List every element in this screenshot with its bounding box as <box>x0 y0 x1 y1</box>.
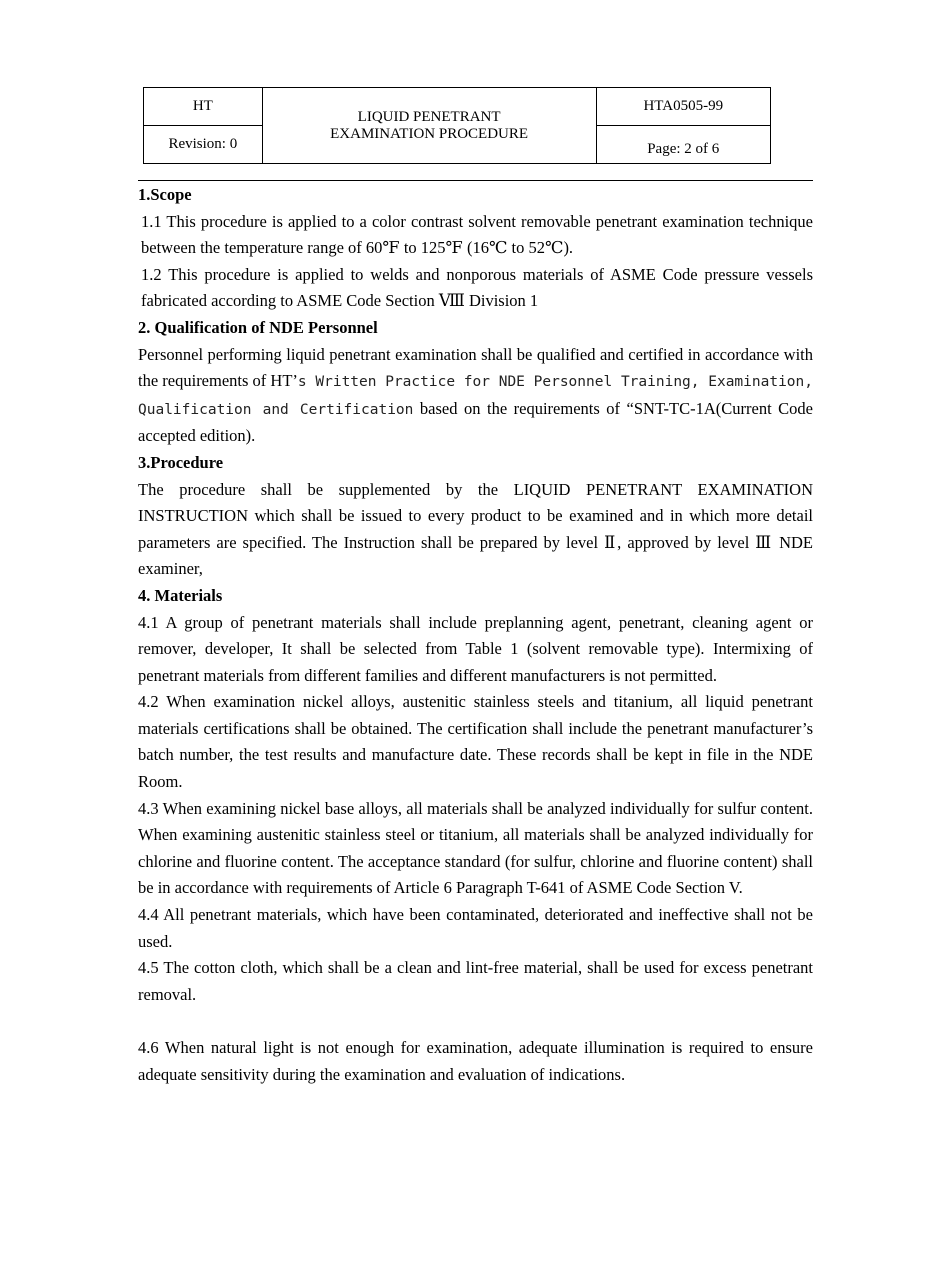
revision-cell: Revision: 0 <box>144 126 263 164</box>
company-cell: HT <box>144 88 263 126</box>
paragraph-4-2: 4.2 When examination nickel alloys, austenitic stainless steels and titanium, all liquid penetrant materials certifications shall be obtained. The certification shall include the penetrant manufacturer’s batch number, the test results and manufacture date. These records shall be kept in file in the NDE Room. <box>138 692 813 792</box>
header-divider <box>138 180 813 181</box>
written-practice-title: s Written Practice for NDE Personnel Training, Examination, Qualification and Certification <box>138 374 813 418</box>
section-heading-materials: 4. Materials <box>138 585 223 605</box>
title-line-1: LIQUID PENETRANT <box>357 108 501 125</box>
paragraph-2-part-c: based on the requirements of “SNT-TC-1A(Current Code accepted edition). <box>138 398 813 446</box>
paragraph-4-1: 4.1 A group of penetrant materials shall include preplanning agent, penetrant, cleaning agent or remover, developer, It shall be selected from Table 1 (solvent removable type). Intermixing of penetrant materials from different families and different manufacturers is not permitted. <box>138 612 813 685</box>
paragraph-3: The procedure shall be supplemented by the LIQUID PENETRANT EXAMINATION INSTRUCTION which shall be issued to every product to be examined and in which more detail parameters are specified. The Instruction shall be prepared by level Ⅱ, approved by level Ⅲ NDE examiner, <box>138 479 813 579</box>
paragraph-4-4: 4.4 All penetrant materials, which have been contaminated, deteriorated and ineffective shall not be used. <box>138 905 813 951</box>
paragraph-2 <box>138 342 813 450</box>
section-heading-qualification: 2. Qualification of NDE Personnel <box>138 317 378 337</box>
document-header-table <box>143 87 771 164</box>
document-body <box>138 182 813 1088</box>
blank-line <box>138 1008 813 1035</box>
section-heading-procedure: 3.Procedure <box>138 452 224 472</box>
paragraph-1-1: 1.1 This procedure is applied to a color contrast solvent removable penetrant examination technique between the temperature range of 60℉ to 125℉ (16℃ to 52℃). <box>141 211 813 258</box>
paragraph-2-part-a: Personnel performing liquid penetrant examination shall be qualified and certified in accordance with the requirements of HT’ <box>138 344 813 391</box>
paragraph-1-2: 1.2 This procedure is applied to welds and nonporous materials of ASME Code pressure vessels fabricated according to ASME Code Section Ⅷ Division 1 <box>141 264 813 311</box>
document-number-cell: HTA0505-99 <box>596 88 770 126</box>
document-title-cell <box>262 88 596 164</box>
title-line-2: EXAMINATION PROCEDURE <box>330 125 529 142</box>
page-number: Page: 2 of 6 <box>647 141 720 157</box>
page-number-cell <box>596 126 770 164</box>
paragraph-4-5: 4.5 The cotton cloth, which shall be a clean and lint-free material, shall be used for excess penetrant removal. <box>138 958 813 1004</box>
section-heading-scope: 1.Scope <box>138 185 192 204</box>
paragraph-4-3: 4.3 When examining nickel base alloys, all materials shall be analyzed individually for sulfur content. When examining austenitic stainless steel or titanium, all materials shall be analyzed individually for chlorine and fluorine content. The acceptance standard (for sulfur, chlorine and fluorine content) shall be in accordance with requirements of Article 6 Paragraph T-641 of ASME Code Section V. <box>138 798 813 898</box>
paragraph-4-6: 4.6 When natural light is not enough for examination, adequate illumination is required to ensure adequate sensitivity during the examination and evaluation of indications. <box>138 1038 813 1084</box>
